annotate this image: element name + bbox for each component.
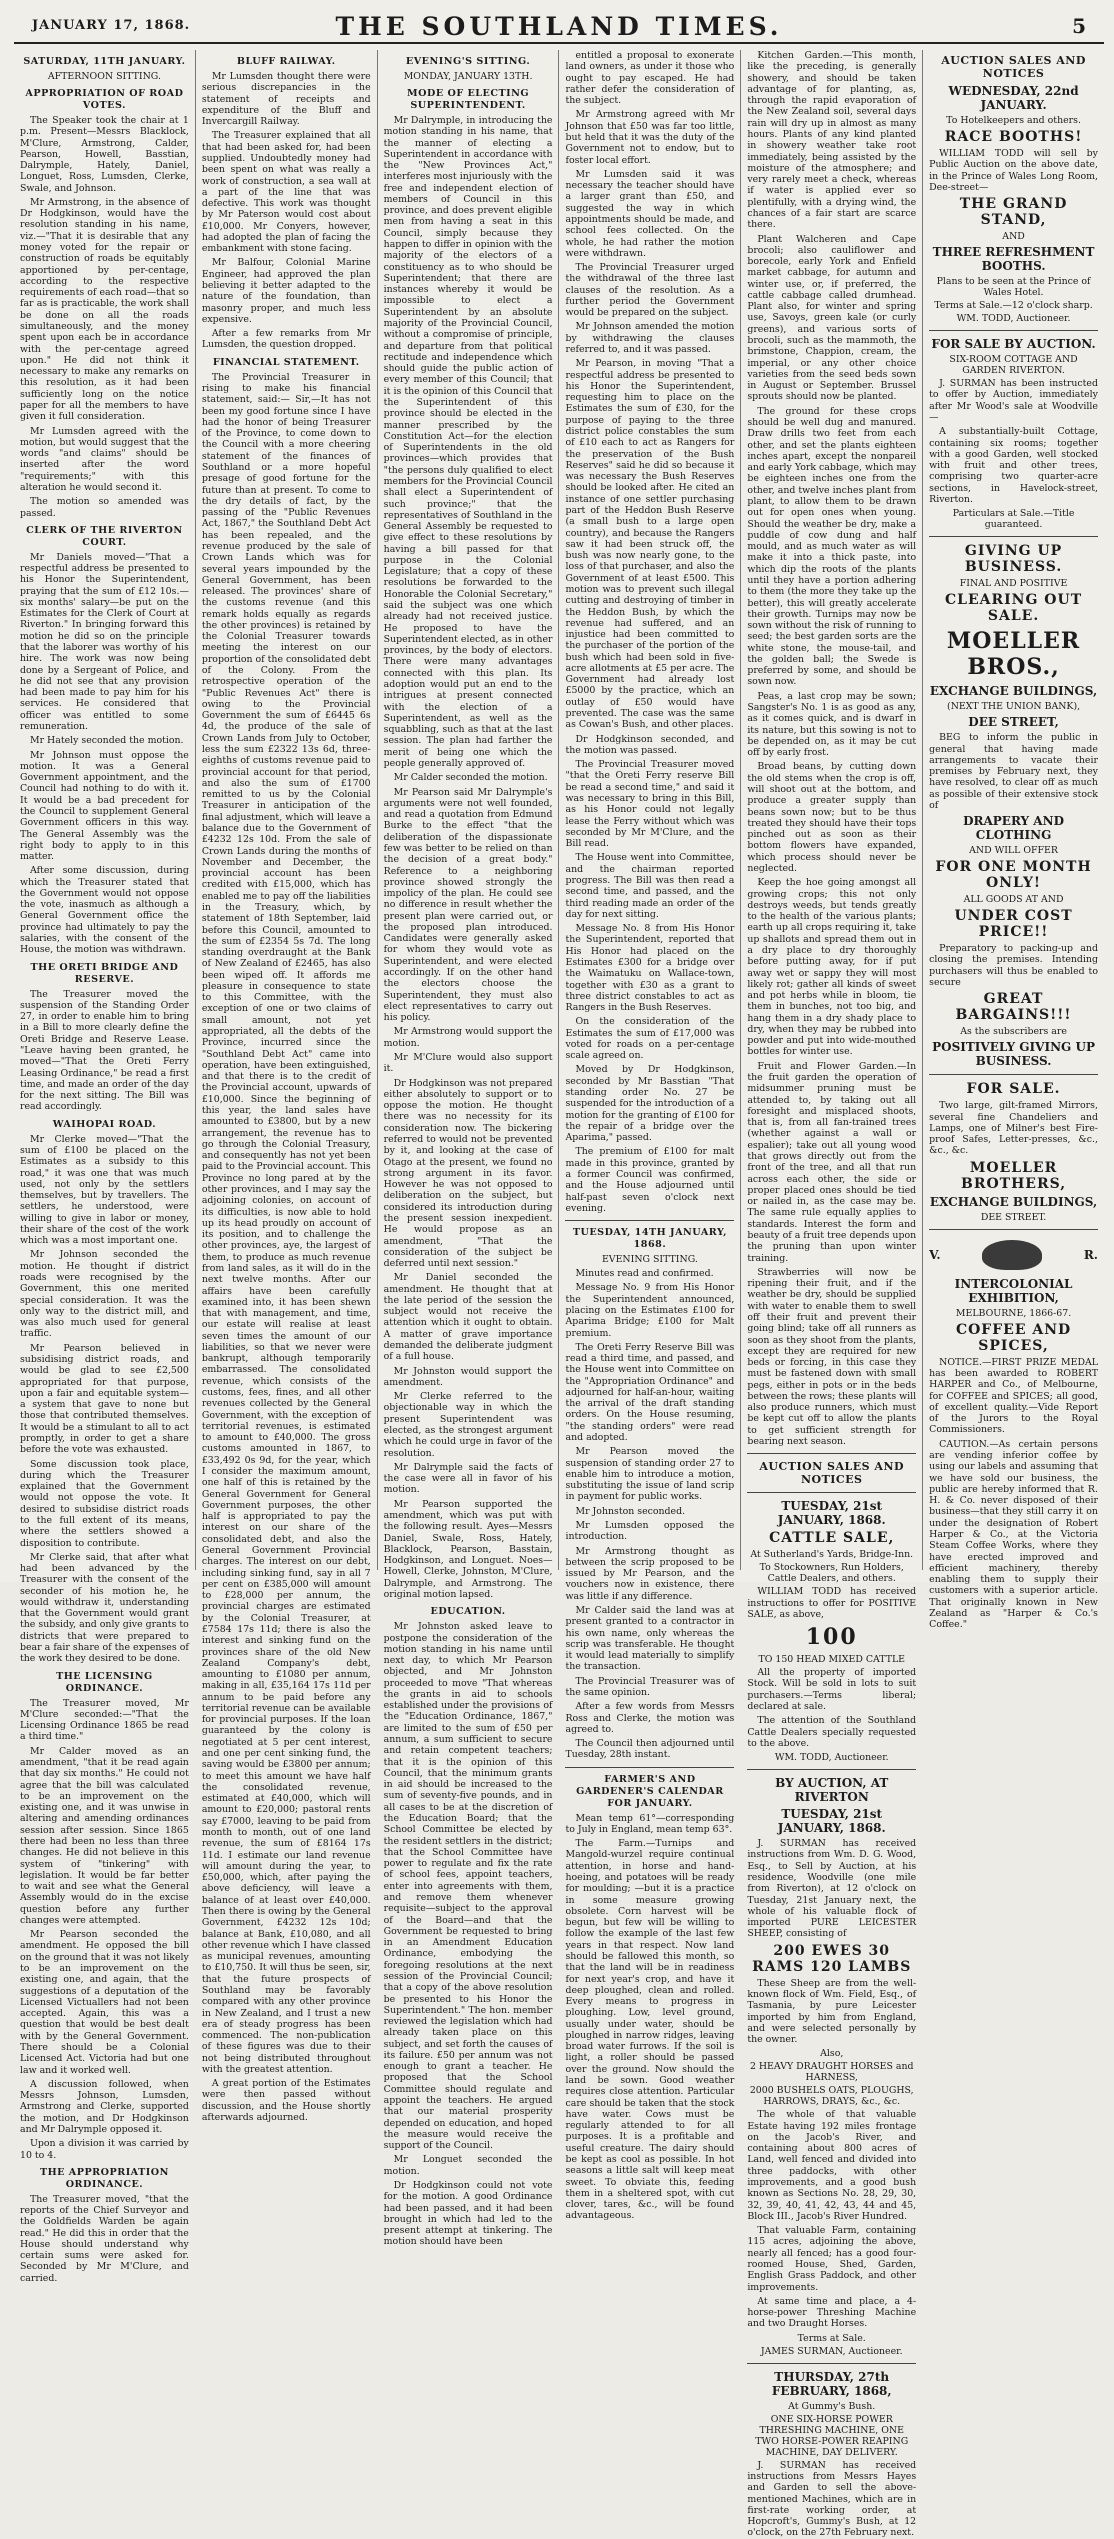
ad-company: MOELLER BROS., xyxy=(946,628,1081,681)
divider xyxy=(929,330,1098,331)
section-heading: EVENING'S SITTING. xyxy=(405,56,531,67)
paragraph: Mr Hately seconded the motion. xyxy=(30,735,184,747)
paragraph: The Provincial Treasurer was of the same opinion. xyxy=(565,1675,735,1698)
paragraph: Mr Daniel seconded the amendment. He thought that at the late period of the session the subject would not receive the attention which it ought to obtain. A matter of grave importance demanded the deliberate judgment of a full house. xyxy=(383,1272,553,1363)
page-number: 5 xyxy=(1072,14,1086,38)
ad-title: GIVING UP BUSINESS. xyxy=(964,543,1063,576)
divider xyxy=(565,1220,734,1221)
paragraph: After a few words from Messrs Ross and Clerke, the motion was agreed to. xyxy=(565,1701,735,1735)
paragraph: That valuable Farm, containing 115 acres, adjoining the above, nearly all fenced; has a good four-roomed House, Shed, Garden, English Grass Paddock, and other improvements. xyxy=(747,2225,917,2293)
royal-crest-icon xyxy=(982,1240,1042,1270)
paragraph: WILLIAM TODD has received instructions to offer for POSITIVE SALE, as above, xyxy=(747,1586,917,1620)
paragraph: The ground for these crops should be well dug and manured. Draw drills two feet from each other, and set the plants eighteen inches apart, except the nonpareil and early York cabbage, which may be eighteen inches one from the other, and twelve inches plant from plant, to allow them to be drawn out for open ones when young. Should the weather be dry, make a puddle of cow dung and half mould, and as much water as will make it into a thick paste, into which dip the roots of the plants until they have a portion adhering to them (the more they take up the better), this will greatly accelerate their growth. Turnips may now be sown without the risk of running to seed; the best garden sorts are the white stone, the mouse-tail, and the golden ball; the Swede is preferred by some, and should be sown now. xyxy=(747,405,917,688)
ad-text: 2000 BUSHELS OATS, PLOUGHS, HARROWS, DRAYS, &c., &c. xyxy=(749,2085,914,2108)
ad-text: Terms at Sale.—12 o'clock sharp. xyxy=(934,300,1093,312)
ad-text: DEE STREET, xyxy=(968,715,1059,730)
paragraph: Dr Hodgkinson was not prepared either absolutely to support or to oppose the motion. He thought there was no necessity for its consideration now. The bickering referred to would not be prevented by it, and looking at the case of Otago at the present, we found no strong argument in its favor. However he was not opposed to deliberation on the subject, but considered its introduction during the present session inexpedient. He would propose as an amendment, "That the consideration of the subject be deferred until next session." xyxy=(383,1077,553,1270)
paragraph: Mr Johnston would support the amendment. xyxy=(383,1365,553,1388)
ad-text: SIX-ROOM COTTAGE AND GARDEN RIVERTON. xyxy=(949,354,1078,377)
paragraph: Mr Dalrymple said the facts of the case were all in favor of his motion. xyxy=(383,1461,553,1496)
paragraph: Mr Armstrong, in the absence of Dr Hodgkinson, would have the resolution standing in his name, viz.—"That it is desirable that any money voted for the repair or construction of roads be equitably apportioned by per-centage, according to the respective requirements of each road—that so far as is practicable, the work shall be done on all the roads simultaneously, and the money spent upon each be in accordance with the per-centage agreed upon." He did not think it necessary to make any remarks on this resolution, as it had been sufficiently long on the notice paper for all the members to have given it full consideration. xyxy=(20,196,189,423)
issue-date: JANUARY 17, 1868. xyxy=(32,18,191,33)
paragraph: Plant Walcheren and Cape brocoli; also cauliflower and borecole, early York and Enfield market cabbage, for autumn and winter use, or, if preferred, the cattle cabbage called drumhead. Plant also, for winter and spring use, Savoys, green kale (or curly greens), and various sorts of brocoli, such as the mammoth, the brimstone, Chappion, cream, the imperial, or any other choice varieties from the seed beds sown in August or September. Brussel sprouts should now be planted. xyxy=(747,233,917,403)
paragraph: Mr Daniels moved—"That a respectful address be presented to his Honor the Superintendent, praying that the sum of £12 10s.—six months' salary—be put on the Estimates for the Clerk of Court at Riverton." In bringing forward this motion he did so on the principle that the laborer was worthy of his hire. The work was now being done by a Sergeant of Police, and he did not see that any provision had been made to pay him for his services. He considered that officer was entitled to some remuneration. xyxy=(20,551,189,732)
ad-text: EXCHANGE BUILDINGS, xyxy=(929,1194,1098,1209)
section-heading: TUESDAY, 14TH JANUARY, 1868. xyxy=(572,1227,727,1251)
paragraph: A discussion followed, when Messrs Johnson, Lumsden, Armstrong and Clerke, supported the motion, and Dr Hodgkinson and Mr Dalrymple opposed it. xyxy=(20,2078,189,2135)
ad-title: BY AUCTION, AT RIVERTON xyxy=(775,1776,889,1805)
section-subheading: AFTERNOON SITTING. xyxy=(47,70,161,82)
paragraph: After a few remarks from Mr Lumsden, the question dropped. xyxy=(201,328,371,351)
paragraph: These Sheep are from the well-known flock of Wm. Field, Esq., of Tasmania, by pure Leicester imported by him from England, and were selected personally by the owner. xyxy=(747,1977,917,2046)
section-subheading: EVENING SITTING. xyxy=(601,1254,698,1266)
ad-date: TUESDAY, 21st JANUARY, 1868. xyxy=(777,1499,886,1528)
column-1 xyxy=(14,50,196,2284)
paragraph: Mr Clerke moved—"That the sum of £100 be placed on the Estimates as a subsidy to this road," it was one that was much used, not only by the settlers themselves, but by travellers. The settlers, he understood, were willing to give in labor or money, their share of the cost of the work which was a most important one. xyxy=(20,1133,189,1247)
ad-text: At Sutherland's Yards, Bridge-Inn. xyxy=(750,1549,914,1561)
article-heading: EDUCATION. xyxy=(430,1606,506,1618)
article-heading: FINANCIAL STATEMENT. xyxy=(212,356,360,368)
ad-text: 2 HEAVY DRAUGHT HORSES and HARNESS, xyxy=(749,2061,914,2084)
paragraph: At same time and place, a 4-horse-power Threshing Machine and two Draught Horses. xyxy=(747,2295,917,2330)
divider xyxy=(747,1492,916,1493)
ad-title: COFFEE AND SPICES, xyxy=(955,1321,1072,1354)
column-5 xyxy=(741,50,923,2539)
paragraph: Keep the hoe going amongst all growing crops; this not only destroys weeds, but tends greatly to the health of the various plants; earth up all crops requiring it, take up shallots and spread them out in a dry place to dry thoroughly before putting away, for if put away wet or sappy they will most likely rot; gather all kinds of sweet and pot herbs while in bloom, tie them in bunches, not too big, and hang them in a dry shady place to dry, when they may be rubbed into powder and put into wide-mouthed bottles for winter use. xyxy=(747,877,917,1058)
auction-heading: AUCTION SALES AND NOTICES xyxy=(759,1460,905,1487)
paragraph: J. SURMAN has received instructions from Wm. D. G. Wood, Esq., to Sell by Auction, at his residence, Woodville (one mile from Riverton), at 12 o'clock on Tuesday, 21st January next, the whole of his valuable flock of imported PURE LEICESTER SHEEP, consisting of xyxy=(747,1838,917,1940)
ad-text: EXCHANGE BUILDINGS, xyxy=(929,684,1098,699)
ad-number: 100 xyxy=(805,1624,858,1651)
ad-text: Particulars at Sale.—Title guaranteed. xyxy=(952,508,1075,531)
paragraph: Mr Lumsden agreed with the motion, but would suggest that the words "and claims" should be inserted after the word "requirements;" with this alteration he would second it. xyxy=(20,425,189,493)
paragraph: Mr M'Clure would also support it. xyxy=(383,1052,553,1075)
paragraph: The motion so amended was passed. xyxy=(20,496,189,519)
article-heading: THE LICENSING ORDINANCE. xyxy=(56,1670,153,1694)
paragraph: Mr Clerke said, that after what had been advanced by the Treasurer with the consent of the seconder of his motion he, he would withdraw it, understanding that the Government would grant the subsidy, and only give grants to districts that were prepared to bear a fair share of the expenses of the work they desired to be done. xyxy=(20,1551,189,1665)
paragraph: Mr Pearson moved the suspension of standing order 27 to enable him to introduce a motion, substituting the issue of land scrip in payment for public works. xyxy=(565,1446,735,1503)
paragraph: The Provincial Treasurer in rising to make his financial statement, said:— Sir,—It has not been my good fortune since I have had the honor of being Treasurer of the Province, to come down to the Council with a more cheering statement of the finances of Southland or a more hopeful presage of good fortune for the future than at present. To come to the dry details of fact, by the passing of the "Public Revenues Act, 1867," the Southland Debt Act has been repealed, and the revenue produced by the sale of Crown Lands which was for several years impounded by the General Government, has been released. The provinces' share of the customs revenue (and this remark holds equally as regards the other provinces) is retained by the Colonial Treasurer towards meeting the interest on our proportion of the consolidated debt of the Colony. From the retrospective operation of the "Public Revenues Act" there is owing to the Provincial Government the sum of £6445 6s 4d, the produce of the sale of Crown Lands from July to October, less the sum £2322 13s 6d, three-eighths of customs revenue paid to provincial account for that period, and also the sum of £1700 remitted to us by the Colonial Treasurer in anticipation of the final adjustment, which will leave a balance due to the Government of £4232 12s 10d. From the sale of Crown Lands during the months of November and December, the provincial account has been credited with £15,000, which has enabled me to pay off the liabilities in the Treasury, which, by statement of 18th September, laid before this Council, amounted to the sum of £2354 5s 7d. The long standing overdraught at the Bank of New Zealand of £2465, has also been wiped off. It affords me pleasure in consequence to state to this Committee, with the exception of one or two claims of small amount, not yet appropriated, all the debts of the Province, incurred since the "Southland Debt Act" came into operation, have been extinguished, and that there is to the credit of the Provincial account, upwards of £10,000. Since the beginning of this year, the land sales have amounted to £3800, but by a new arrangement, the revenue has to go through the Colonial Treasury, and consequently has not yet been paid to the Provincial account. This Province no long pared at by the other provinces, and I may say the adjoining colonies, on account of its difficulties, is now able to hold up its head proudly on account of its position, and to challenge the other provinces, aye, the largest of them, to produce as much revenue from land sales, as it will do in the next twelve months. After our affairs have been carefully examined into, it has been shewn that with management, and time, our estate will realise at least seven times the amount of our liabilities, so that we never were bankrupt, although temporarily embarrassed. The consolidated revenue, which consists of the customs, fees, fines, and all other revenues collected by the General Government, with the exception of territorial revenues, is estimated to amount to £40,000. The gross customs amounted in 1867, to £33,492 0s 9d, for the year, which I consider the maximum amount, one half of this is retained by the General Government for General Government purposes, the other half is appropriated to pay the interest on our share of the consolidated debt, and also the General Government Provincial charges. The interest on our debt, including sinking fund, say in all 7 per cent on £385,000 will amount to £28,000 per annum, the provincial charges are estimated by the Colonial Treasurer, at £7584 17s 11d; there is also the interest and sinking fund on the provinces share of the old New Zealand Company's debt, amounting to £1080 per annum, making in all, £35,164 17s 11d per annum to be paid before any territorial revenue can be available for provincial purposes. If the loan guaranteed by the colony is negotiated at 5 per cent interest, and one per cent sinking fund, the saving would be £3800 per annum; to meet this amount we have half the consolidated revenue, estimated at £40,000, which will amount to £20,000; pastoral rents say £7000, leaving to be paid from month to month, out of one land revenue, the sum of £8164 17s 11d. I estimate our land revenue will amount during the year, to £50,000, which, after paying the above deficiency, will leave a balance of at least over £40,000. Then there is owing by the General Government, £4232 12s 10d; balance at Bank, £10,080, and all other revenue which I have classed as municipal revenues, amounting to £10,750. It will thus be seen, sir, that the future prospects of Southland may be favorably compared with any other province in New Zealand, and I trust a new era of steady progress has been commenced. The non-publication of these figures was due to their not being distributed throughout with the greatest attention. xyxy=(201,371,371,2075)
paragraph: Mr Balfour, Colonial Marine Engineer, had approved the plan believing it better adapted to the nature of the foundation, than masonry proper, and much less expensive. xyxy=(201,257,371,325)
ad-text: Plans to be seen at the Prince of Wales Hotel. xyxy=(936,276,1091,299)
ad-text: To Stockowners, Run Holders, Cattle Dealers, and others. xyxy=(759,1562,904,1585)
paragraph: J. SURMAN has received instructions from Messrs Hayes and Garden to sell the above-mentioned Machines, which are in first-rate working order, at Hopcroft's, Gummy's Bush, at 12 o'clock, on the 27th February next. xyxy=(747,2459,917,2539)
ad-title: RACE BOOTHS! xyxy=(944,129,1083,145)
paragraph: The House went into Committee, and the chairman reported progress. The Bill was then read a second time, and passed, and the third reading made an order of the day for next sitting. xyxy=(565,852,735,920)
paragraph: The premium of £100 for malt made in this province, granted by a former Council was confirmed, and the House adjourned until half-past seven o'clock next evening. xyxy=(565,1146,735,1214)
divider xyxy=(565,1767,734,1768)
paragraph: Preparatory to packing-up and closing the premises. Intending purchasers will thus be enabled to secure xyxy=(929,943,1098,989)
divider xyxy=(747,1769,916,1770)
ad-text: AND WILL OFFER xyxy=(969,845,1058,857)
article-heading: WAIHOPAI ROAD. xyxy=(52,1118,157,1130)
ad-text: TO 150 HEAD MIXED CATTLE xyxy=(758,1654,906,1666)
paragraph: Mr Calder moved as an amendment, "that it be read again that day six months." He could not agree that the bill was calculated to be an improvement on the existing one, and it was unwise in altering and amending ordinances session after session. Since 1865 there had been no less than three changes. He did not believe in this system of "tinkering" with legislation. It would be far better to wait and see what the General Assembly would do in the excise question before any further changes were attempted. xyxy=(20,1745,189,1926)
paragraph: The Treasurer moved, "that the reports of the Chief Surveyor and the Goldfields Warden be again read." He did this in order that the House should understand why certain sums were asked for. Seconded by Mr M'Clure, and carried. xyxy=(20,2193,189,2284)
columns xyxy=(14,50,1104,2539)
article-heading: THE ORETI BRIDGE AND RESERVE. xyxy=(30,961,179,985)
ad-title: THREE REFRESHMENT BOOTHS. xyxy=(932,245,1095,274)
section-subheading: MONDAY, JANUARY 13TH. xyxy=(403,70,533,82)
ad-signature: WM. TODD, Auctioneer. xyxy=(956,313,1071,325)
column-2 xyxy=(196,50,378,2124)
ad-signature: JAMES SURMAN, Auctioneer. xyxy=(760,2345,903,2357)
paragraph: The Farm.—Turnips and Mangold-wurzel require continual attention, in horse and hand-hoeing, and potatoes will be ready for moulding; —but it is a practice in some measure growing obsolete. Corn harvest will be begun, but few will be willing to follow the example of the last few years in that respect. Now land should be fallowed this month, so that the land will be in readiness for next year's crop, and have it deep ploughed, clean and rolled. Every means to progress in ploughing. Low, level ground, usually under water, should be ploughed in narrow ridges, leaving broad water furrows. If the soil is light, a roller should be passed over the ground. Now should the land be sown. Good weather requires close attention. Particular care should be taken that the stock have water. Cows must be regularly attended to for all purposes. It is a profitable and useful creature. The dairy should be kept as cool as possible. In hot seasons a little salt will keep meat sweet. To obviate this, feeding them in a sheltered spot, with cut clover, tares, &c., will be found advantageous. xyxy=(565,1838,735,2222)
auction-heading: AUCTION SALES AND NOTICES xyxy=(941,54,1086,80)
crest-row xyxy=(929,1236,1098,1274)
paragraph: Kitchen Garden.—This month, like the preceding, is generally showery, and should be taken advantage of for planting, as, through the rapid evaporation of the New Zealand soil, several days rain will dry up in almost as many hours. Plants of any kind planted in showery weather take root immediately, being assisted by the moisture of the atmosphere; and very rarely meet a check, whereas if water is applied ever so plentifully, with a drying wind, the chances of a fair start are scarce there. xyxy=(747,50,917,231)
paragraph: Mr Armstrong would support the motion. xyxy=(383,1026,553,1049)
ad-title: FOR SALE. xyxy=(966,1081,1061,1098)
paragraph: NOTICE.—FIRST PRIZE MEDAL has been awarded to ROBERT HARPER and Co., of Melbourne, for COFFEE and SPICES; all good, of excellent quality.—Vide Report of the Jurors to the Royal Commissioners. xyxy=(929,1356,1098,1436)
paragraph: A substantially-built Cottage, containing six rooms; together with a good Garden, well stocked with fruit and other trees, comprising two quarter-acre sections, in Havelock-street, Riverton. xyxy=(929,426,1098,505)
paragraph: Upon a division it was carried by 10 to 4. xyxy=(20,2138,189,2161)
paragraph: Peas, a last crop may be sown; Sangster's No. 1 is as good as any, as it comes quick, and is dwarf in its nature, but this sowing is not to be depended on, as it may be cut off by early frost. xyxy=(747,690,917,759)
ad-text: FINAL AND POSITIVE xyxy=(959,578,1068,590)
ad-text: POSITIVELY GIVING UP BUSINESS. xyxy=(932,1040,1095,1069)
ad-numbers: 200 EWES 30 RAMS 120 LAMBS xyxy=(752,1942,912,1975)
ad-title: CATTLE SALE, xyxy=(769,1530,895,1547)
paragraph: The Provincial Treasurer urged the withdrawal of the three last clauses of the resolution. As a further period the Government would be prepared on the subject. xyxy=(565,262,735,319)
ad-text: MELBOURNE, 1866-67. xyxy=(955,1307,1072,1319)
paragraph: Mr Johnson amended the motion by withdrawing the clauses referred to, and it was passed. xyxy=(565,321,735,356)
ad-title: UNDER COST PRICE!! xyxy=(954,908,1073,941)
paragraph: Mr Armstrong agreed with Mr Johnson that £50 was far too little, but held that it was the duty of the Government not to endow, but to foster local effort. xyxy=(565,109,735,166)
paragraph: Mr Clerke referred to the objectionable way in which the present Superintendent was elected, as the strongest argument which he could urge in favor of the resolution. xyxy=(383,1391,553,1459)
paragraph: Mr Pearson supported the amendment, which was put with the following result. Ayes—Messrs Daniel, Swale, Ross, Hately, Blacklock, Pearson, Basstain, Hodgkinson, and Longuet. Noes—Howell, Clerke, Johnston, M'Clure, Dalrymple, and Armstrong. The original motion lapsed. xyxy=(383,1498,553,1600)
ad-title: GREAT BARGAINS!!! xyxy=(955,991,1072,1024)
paragraph: Mr Johnston asked leave to postpone the consideration of the motion standing in his name until next day, to which Mr Pearson objected, and Mr Johnston proceeded to move "That whereas the grants in aid to schools established under the provisions of the "Education Ordinance, 1867," are limited to the sum of £50 per annum, a sum sufficient to secure and retain competent teachers; that it is the opinion of this Council, that the minimum grants in aid should be increased to the sum of seventy-five pounds, and in all cases to be at the discretion of the Education Board; that the School Committee be elected by the resident settlers in the district; that the School Committee have power to regulate and fix the rate of school fees, appoint teachers, enter into agreements with them, and remove them whenever requisite—subject to the approval of the Board—and that the Government be requested to bring in an Amendment Education Ordinance, embodying the foregoing resolutions at the next session of the Provincial Council; that a copy of the above resolution be presented to his Honor the Superintendent." The hon. member reviewed the legislation which had already taken place on this subject, and set forth the causes of its failure. £50 per annum was not enough to grant a teacher. He proposed that the School Committee should regulate and appoint the teachers. He argued that our material prosperity depended on education, and hoped the measure would receive the support of the Council. xyxy=(383,1621,553,2152)
ad-date: WEDNESDAY, 22nd JANUARY. xyxy=(948,84,1079,112)
paragraph: Mr Johnson seconded the motion. He thought if district roads were recognised by the Government, this one merited special consideration. It was the only way to the district mill, and was also much used for general traffic. xyxy=(20,1249,189,1340)
paragraph: Broad beans, by cutting down the old stems when the crop is off, will shoot out at the bottom, and produce a greater supply than beans sown now; but to be thus treated they should have their tops pinched out as soon as their bottom flowers have expanded, which process should never be neglected. xyxy=(747,761,917,874)
ad-text: DEE STREET. xyxy=(980,1211,1047,1223)
paragraph: Mr Armstrong thought as between the scrip proposed to be issued by Mr Pearson, and the vouchers now in existence, there was little if any difference. xyxy=(565,1545,735,1602)
ad-title: THE GRAND STAND, xyxy=(959,196,1068,229)
paragraph: The attention of the Southland Cattle Dealers specially requested to the above. xyxy=(747,1715,917,1749)
paragraph: Mr Lumsden said it was necessary the teacher should have a larger grant than £50, and suggested the way in which appointments should be made, and school fees collected. On the whole, he had rather the motion were withdrawn. xyxy=(565,168,735,259)
ad-text: To Hotelkeepers and others. xyxy=(946,115,1081,126)
column-6 xyxy=(923,50,1104,1631)
article-heading: BLUFF RAILWAY. xyxy=(236,56,336,67)
paragraph: The whole of that valuable Estate having 192 miles frontage on the Jacob's River, and containing about 800 acres of Land, well fenced and divided into three paddocks, with other improvements, and a good bush known as Sections No. 28, 29, 30, 32, 39, 40, 41, 42, 43, 44 and 45, Block III., Jacob's River Hundred. xyxy=(747,2109,917,2222)
paragraph: The Oreti Ferry Reserve Bill was read a third time, and passed, and the House went into Committee on the "Appropriation Ordinance" and adjourned for half-an-hour, waiting the arrival of the draft standing orders. On the House resuming, "the standing orders" were read and adopted. xyxy=(565,1341,735,1444)
paragraph: All the property of imported Stock. Will be sold in lots to suit purchasers.—Terms liberal; declared at sale. xyxy=(747,1667,917,1712)
paragraph: The Speaker took the chair at 1 p.m. Present—Messrs Blacklock, M'Clure, Armstrong, Calder, Pearson, Howell, Basstian, Dalrymple, Hately, Daniel, Longuet, Ross, Lumsden, Clerke, Swale, and Johnson. xyxy=(20,114,189,194)
paragraph: Mr Longuet seconded the motion. xyxy=(383,2154,553,2177)
paragraph: Dr Hodgkinson seconded, and the motion was passed. xyxy=(565,733,735,756)
article-heading: FARMER'S AND GARDENER'S CALENDAR FOR JANUARY. xyxy=(576,1773,724,1809)
paragraph: Two large, gilt-framed Mirrors, several fine Chandeliers and Lamps, one of Milner's best Fire-proof Safes, Letter-presses, &c., &c., &c. xyxy=(929,1100,1098,1157)
paragraph: CAUTION.—As certain persons are vending inferior coffee by using our labels and assuming that we have sold our business, the public are hereby informed that R. H. & Co. never disposed of their business—that they still carry it on under the designation of Robert Harper & Co., at the Victoria Steam Coffee Works, where they have erected improved and efficient machinery, thereby enabling them to supply their customers with a superior article. That originally known in New Zealand as "Harper & Co.'s Coffee." xyxy=(929,1438,1098,1631)
paragraph: Some discussion took place, during which the Treasurer explained that the Government would not oppose the vote. It desired to subsidise district roads to the full extent of its means, where the settlers showed a disposition to contribute. xyxy=(20,1458,189,1549)
article-heading: THE APPROPRIATION ORDINANCE. xyxy=(39,2166,169,2190)
article-heading: APPROPRIATION OF ROAD VOTES. xyxy=(25,87,184,111)
paragraph: Mr Pearson said Mr Dalrymple's arguments were not well founded, and read a quotation from Edmund Burke to the effect "that the deliberation of the dispassionate few was better to be relied on than the decision of a great body." Reference to a neighboring province showed strongly the impolicy of the plan. He could see no difference in result whether the present plan were carried out, or the proposed plan introduced. Candidates were generally asked for whom they would vote as Superintendent, and were elected accordingly. If on the other hand the electors choose the Superintendent, they must also elect representatives to carry out his policy. xyxy=(383,786,553,1024)
article-heading: MODE OF ELECTING SUPERINTENDENT. xyxy=(407,87,530,111)
paragraph: Strawberries will now be ripening their fruit, and if the weather be dry, should be supplied with water to enable them to swell off their fruit and prevent their going blind; take off all runners as soon as they shoot from the plants, except they are required for new beds or forcing, in this case they must be fastened down with small pegs, either in pots or in the beds between the rows; these plants will also produce runners, which must be kept cut off to allow the plants to get sufficient strength for bearing next season. xyxy=(747,1266,917,1448)
paragraph: Message No. 8 from His Honor the Superintendent, reported that His Honor had placed on the Estimates £300 for a bridge over the Waimatuku on Wallace-town, together with £30 as a grant to three district constables to act as Rangers in the Bush Reserves. xyxy=(565,923,735,1014)
paragraph: WILLIAM TODD will sell by Public Auction on the above date, in the Prince of Wales Long Room, Dee-street— xyxy=(929,148,1098,193)
masthead xyxy=(14,12,1104,44)
paragraph: Message No. 9 from His Honor the Superintendent announced, placing on the Estimates £100 for Aparima Bridge; £100 for Malt premium. xyxy=(565,1282,735,1339)
paragraph: The Provincial Treasurer moved "that the Oreti Ferry reserve Bill be read a second time," and said it was necessary to bring in this Bill, as his Honor could not legally lease the Ferry without which was seconded by Mr M'Clure, and the Bill read. xyxy=(565,759,735,850)
paragraph: Mr Lumsden thought there were serious discrepancies in the statement of receipts and expenditure of the Bluff and Invercargill Railway. xyxy=(201,70,371,128)
paragraph: J. SURMAN has been instructed to offer by Auction, immediately after Mr Wood's sale at Woodville— xyxy=(929,378,1098,423)
paragraph: The Treasurer moved, Mr M'Clure seconded:—"That the Licensing Ordinance 1865 be read a third time." xyxy=(20,1697,189,1743)
ad-signature: WM. TODD, Auctioneer. xyxy=(774,1752,889,1764)
ad-text: AND xyxy=(1002,231,1025,243)
paragraph: Moved by Dr Hodgkinson, seconded by Mr Basstian "That standing order No. 27 be suspended for the introduction of a motion for the granting of £100 for the repair of a bridge over the Aparima," passed. xyxy=(565,1064,735,1144)
section-heading: SATURDAY, 11TH JANUARY. xyxy=(23,56,186,67)
column-3 xyxy=(378,50,560,2248)
ad-date: TUESDAY, 21st JANUARY, 1868. xyxy=(777,1807,886,1836)
paragraph: Mr Pearson believed in subsidising district roads, and would be glad to see £2,500 appropriated for that purpose, upon a fair and equitable system—a system that gave to none but those that contributed themselves. It would be a stimulant to all to act promptly, in order to get a share before the vote was exhausted. xyxy=(20,1342,189,1456)
paragraph: BEG to inform the public in general that having made arrangements to vacate their premises by February next, they have resolved, to clear off as much as possible of their extensive stock of xyxy=(929,732,1098,811)
paragraph: On the consideration of the Estimates the sum of £17,000 was voted for roads on a per-centage scale agreed on. xyxy=(565,1016,735,1062)
paragraph: Mr Calder said the land was at present granted to a contractor in his own name, only whereas the scrip was transferable. He thought it would lead materially to simplify the transaction. xyxy=(565,1604,735,1673)
paragraph: Mr Dalrymple, in introducing the motion standing in his name, that the manner of electing a Superintendent in accordance with the "New Provinces Act," interferes most injuriously with the free and independent election of members of Council in this province, and does prevent eligible men from having a seat in this Council, simply because they happen to differ in opinion with the majority of the electors of a constituency as to who should be Superintendent; that there are instances whereby it would be impossible to elect a Superintendent by an absolute majority of the Provincial Council, without a compromise of principle, and departure from that political rectitude and independence which should guide the public action of every member of this Council; that it is the opinion of this Council that the Superintendent of this province should be elected in the manner prescribed by the Constitution Act—for the election of Superintendents in the old provinces—which provides that "the persons duly qualified to elect members for the Provincial Council shall elect a Superintendent of such province;" that the representatives of Southland in the General Assembly be requested to give effect to these resolutions by having a bill passed for that purpose in the Colonial Legislature; that a copy of these resolutions be forwarded to the Honorable the Colonial Secretary," said the subject was one which already had not received justice. He proposed to have the Superintendent elected, as in other provinces, by the body of electors. There were many advantages connected with this plan. Its adoption would put an end to the intrigues at present connected with the election of a Superintendent, as well as the squabbling, such as that at the last session. The plan had farther the merit of being one which the people generally approved of. xyxy=(383,114,553,769)
ad-text: At Gummy's Bush. xyxy=(788,2400,876,2412)
ad-date: THURSDAY, 27th FEBRUARY, 1868, xyxy=(771,2369,892,2398)
ad-text: DRAPERY AND CLOTHING xyxy=(963,814,1064,843)
newspaper-title: THE SOUTHLAND TIMES. xyxy=(335,12,783,41)
ad-title: FOR ONE MONTH ONLY! xyxy=(935,859,1092,892)
ad-text: (NEXT THE UNION BANK), xyxy=(947,701,1081,713)
ad-title: FOR SALE BY AUCTION. xyxy=(931,337,1096,352)
paragraph: Minutes read and confirmed. xyxy=(575,1268,714,1280)
crest-letter: V. xyxy=(929,1247,941,1262)
article-heading: CLERK OF THE RIVERTON COURT. xyxy=(26,524,183,548)
ad-text: Terms at Sale. xyxy=(797,2332,866,2344)
column-4 xyxy=(559,50,741,2222)
crest-letter: R. xyxy=(1083,1247,1098,1262)
divider xyxy=(929,1229,1098,1230)
paragraph: Fruit and Flower Garden.—In the fruit garden the operation of midsummer pruning must be attended to, by taking out all foresight and misplaced shoots, that is, from all fan-trained trees (whether against a wall or espalier); take out all young wood that grows directly out from the front of the tree, and all that run across each other, the side or proper placed ones should be tied or nailed in, as the case may be. The same rule equally applies to standards. Interest the form and beauty of a fruit tree depends upon the pruning than upon winter training. xyxy=(747,1060,917,1264)
paragraph: The Treasurer explained that all that had been asked for, had been supplied. Undoubtedly money had been spent on what was really a work of construction, a sea wall at a part of the line that was defective. This work was thought by Mr Paterson would cost about £10,000. Mr Conyers, however, had adopted the plan of facing the embankment with stone facing. xyxy=(201,130,371,255)
paragraph: After some discussion, during which the Treasurer stated that the Government would not oppose the vote, inasmuch as although a General Government office the province had ultimately to pay the salaries, with the consent of the House, the motion was withdrawn. xyxy=(20,865,189,956)
divider xyxy=(929,536,1098,537)
ad-company: MOELLER BROTHERS, xyxy=(961,1159,1067,1192)
ad-title: ONE SIX-HORSE POWER THRESHING MACHINE, ONE TWO HORSE-POWER REAPING MACHINE, DAY DELIVERY. xyxy=(755,2413,909,2458)
paragraph: Dr Hodgkinson could not vote for the motion. A good Ordinance had been passed, and it had been brought in which had led to the present attempt at tinkering. The motion should have been xyxy=(383,2180,553,2248)
divider xyxy=(929,1074,1098,1075)
paragraph: Mr Johnson must oppose the motion. It was a General Government appointment, and the Council had nothing to do with it. It would be a bad precedent for the Council to supplement General Government officers in this way. The General Assembly was the right body to apply to in this matter. xyxy=(20,749,189,863)
ad-text: As the subscribers are xyxy=(960,1026,1067,1038)
paragraph: The Treasurer moved the suspension of the Standing Order 27, in order to enable him to bring in a Bill to more clearly define the Oreti Bridge and Reserve Lease. "Leave having been granted, he moved—"That the Oreti Ferry Leasing Ordinance," be read a first time, and made an order of the day for the next sitting. The Bill was read accordingly. xyxy=(20,988,189,1113)
paragraph: Mr Pearson, in moving "That a respectful address be presented to his Honor the Superintendent, requesting him to place on the Estimates the sum of £30, for the purpose of paying to the three district police constables the sum of £10 each to act as Rangers for the preservation of the Bush Reserves" said he did so because it was necessary the Bush Reserves should be looked after. He cited an instance of one settler purchasing part of the Heddon Bush Reserve (a small bush to a large open country), and because the Rangers saw it had been struck off, the bush was now nearly gone, to the loss of that purchaser, and also the Government of at least £500. This motion was to prevent such illegal cutting and destroying of timber in the Heddon Bush, by which the revenue had suffered, and an injustice had been committed to the purchaser of the portion of the bush which had been sold in five-acre allotments at £5 per acre. The Government had already lost £5000 by the practice, which an outlay of £50 would have prevented. The case was the same as Cowan's Bush, and other places. xyxy=(565,358,735,731)
ad-title: INTERCOLONIAL EXHIBITION, xyxy=(954,1276,1073,1305)
paragraph: The Council then adjourned until Tuesday, 28th instant. xyxy=(565,1738,735,1761)
divider xyxy=(747,1453,916,1454)
paragraph: A great portion of the Estimates were then passed without discussion, and the House shortly afterwards adjourned. xyxy=(201,2078,371,2124)
paragraph: Mr Lumsden opposed the introduction. xyxy=(565,1520,735,1543)
paragraph: Mr Calder seconded the motion. xyxy=(393,772,548,784)
paragraph: Mean temp 61°—corresponding to July in England, mean temp 63°. xyxy=(565,1812,735,1835)
ad-title: CLEARING OUT SALE. xyxy=(944,592,1083,625)
paragraph: Mr Johnston seconded. xyxy=(575,1505,686,1517)
ad-text: ALL GOODS AT AND xyxy=(963,894,1064,906)
paragraph: Mr Pearson seconded the amendment. He opposed the bill on the ground that it was not likely to be an improvement on the existing one, and again, that the suggestions of a deputation of the Licensed Victuallers had not been accepted. Again, this was a question that would be best dealt with by the General Government. There should be a Colonial Licensed Act. Victoria had but one law and it worked well. xyxy=(20,1929,189,2076)
paragraph: entitled a proposal to exonerate land owners, as under it those who ought to pay escaped. He had rather defer the consideration of the subject. xyxy=(565,50,735,107)
ad-text: Also, xyxy=(820,2048,844,2060)
divider xyxy=(747,2363,916,2364)
